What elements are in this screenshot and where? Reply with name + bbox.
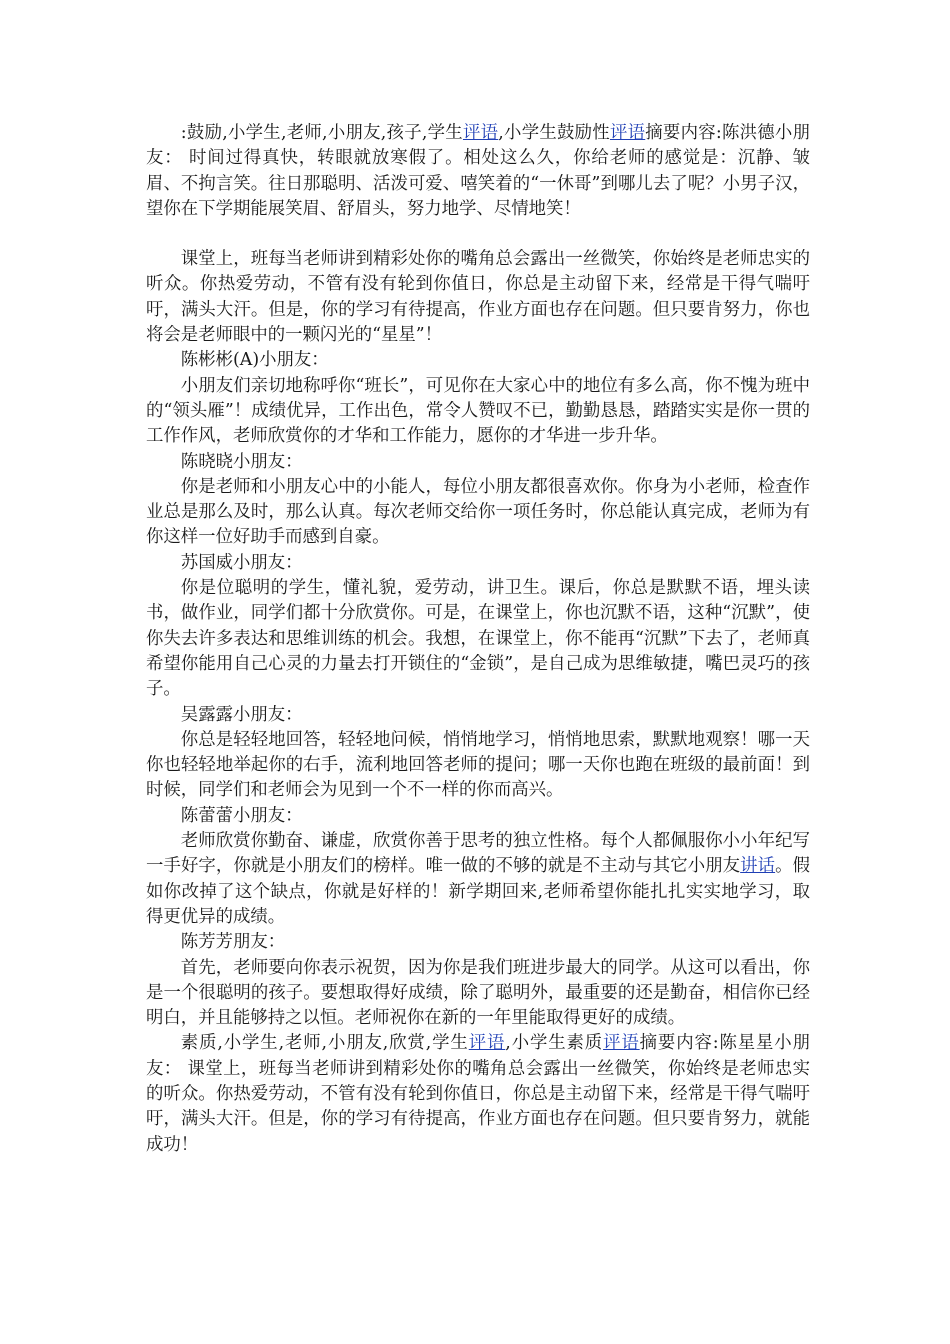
comment-paragraph: 你是老师和小朋友心中的小能人，每位小朋友都很喜欢你。你身为小老师，检查作业总是那么及时，那么认真。每次老师交给你一项任务时，你总能认真完成，老师为有你这样一位好助手而感到自豪。: [146, 476, 810, 548]
student-name: 吴露露小朋友：: [180, 704, 303, 725]
student-name: 苏国威小朋友：: [180, 552, 303, 573]
pingyu-link[interactable]: 评语: [462, 123, 499, 143]
student-name: 陈芳芳朋友：: [180, 932, 286, 953]
comment-paragraph: 小朋友们亲切地称呼你“班长”，可见你在大家心中的地位有多么高，你不愧为班中的“领头雁”！成绩优异，工作出色，常令人赞叹不已，勤勤恳恳，踏踏实实是你一贯的工作作风，老师欣赏你的才华和工作能力，愿你的才华进一步升华。: [146, 375, 810, 447]
outro-text-a: 素质,小学生,老师,小朋友,欣赏,学生: [180, 1033, 469, 1054]
intro-text-a: :鼓励,小学生,老师,小朋友,孩子,学生: [180, 123, 463, 143]
intro-text-c: 摘要内容:陈洪德小朋友： 时间过得真快，转眼就放寒假了。相处这么久，你给老师的感觉是：沉静、皱眉、不拘言笑。往日那聪明、活泼可爱、嘻笑着的“一休哥”到哪儿去了呢？小男子汉，望你在下学期能展笑眉、舒眉头，努力地学、尽情地笑！: [146, 123, 810, 219]
comment-paragraph: 首先，老师要向你表示祝贺，因为你是我们班进步最大的同学。从这可以看出，你是一个很聪明的孩子。要想取得好成绩，除了聪明外，最重要的还是勤奋，相信你已经明白，并且能够持之以恒。老师祝你在新的一年里能取得更好的成绩。: [146, 957, 810, 1029]
comment-paragraph: 课堂上，班每当老师讲到精彩处你的嘴角总会露出一丝微笑，你始终是老师忠实的听众。你热爱劳动，不管有没有轮到你值日，你总是主动留下来，经常是干得气喘吁吁，满头大汗。但是，你的学习有待提高，作业方面也存在问题。但只要肯努力，你也将会是老师眼中的一颗闪光的“星星”！: [146, 249, 810, 346]
jianghua-link[interactable]: 讲话: [740, 856, 776, 877]
intro-paragraph: [146, 121, 810, 222]
comment-paragraph: [146, 829, 810, 930]
pingyu-link[interactable]: 评语: [609, 123, 646, 143]
document-body: [146, 121, 810, 1158]
outro-text-b: ,小学生素质: [505, 1033, 604, 1054]
pingyu-link[interactable]: 评语: [603, 1033, 640, 1054]
pingyu-link[interactable]: 评语: [468, 1033, 506, 1054]
outro-text-c: 摘要内容:陈星星小朋友： 课堂上，班每当老师讲到精彩处你的嘴角总会露出一丝微笑，你始终是老师忠实的听众。你热爱劳动，不管有没有轮到你值日，你总是主动留下来，经常是干得气喘吁吁，满头大汗。但是，你的学习有待提高，作业方面也存在问题。但只要肯努力，就能成功！: [146, 1033, 810, 1155]
student-name: 陈晓晓小朋友：: [180, 451, 303, 472]
blank-line: [146, 222, 810, 247]
outro-paragraph: [146, 1031, 810, 1157]
comment-paragraph: 你是位聪明的学生，懂礼貌，爱劳动，讲卫生。课后，你总是默默不语，埋头读书，做作业，同学们都十分欣赏你。可是，在课堂上，你也沉默不语，这种“沉默”，使你失去许多表达和思维训练的机会。我想，在课堂上，你不能再“沉默”下去了，老师真希望你能用自己心灵的力量去打开锁住的“金锁”，是自己成为思维敏捷，嘴巴灵巧的孩子。: [146, 578, 810, 700]
student-name: 陈蕾蕾小朋友：: [180, 805, 303, 826]
intro-text-b: ,小学生鼓励性: [498, 123, 610, 143]
comment-paragraph: 你总是轻轻地回答，轻轻地问候，悄悄地学习，悄悄地思索，默默地观察！哪一天你也轻轻地举起你的右手，流利地回答老师的提问；哪一天你也跑在班级的最前面！到时候，同学们和老师会为见到一个不一样的你而高兴。: [146, 729, 810, 801]
comment-text-a: 老师欣赏你勤奋、谦虚，欣赏你善于思考的独立性格。每个人都佩服你小小年纪写一手好字，你就是小朋友们的榜样。唯一做的不够的就是不主动与其它小朋友: [146, 831, 810, 877]
student-name: 陈彬彬(A)小朋友：: [180, 350, 329, 371]
comment-text-b: 。假如你改掉了这个缺点，你就是好样的！新学期回来,老师希望你能扎扎实实地学习，取得更优异的成绩。: [146, 856, 810, 927]
